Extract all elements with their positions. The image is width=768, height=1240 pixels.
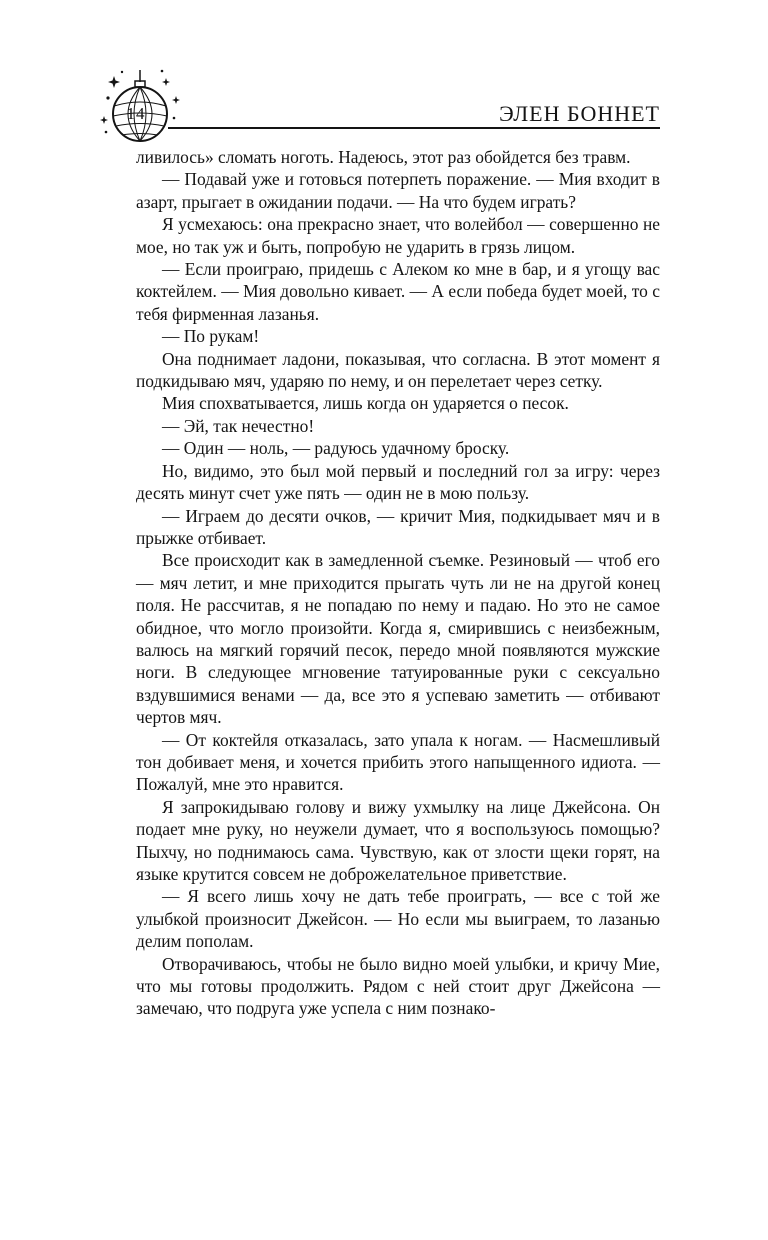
paragraph: Я усмехаюсь: она прекрасно знает, что волейбол — совершенно не мое, но так уж и быть, попробую не ударить в грязь лицом. [136, 214, 660, 257]
paragraph: Но, видимо, это был мой первый и последний гол за игру: через десять минут счет уже пять — один не в мою пользу. [136, 460, 660, 504]
paragraph: — Играем до десяти очков, — кричит Мия, подкидывает мяч и в прыжке отбивает. [136, 505, 660, 548]
paragraph: Отворачиваюсь, чтобы не было видно моей улыбки, и кричу Мие, что мы готовы продолжить. Рядом с ней стоит друг Джейсона — замечаю, что подруга уже успела с ним познако- [136, 953, 660, 1019]
paragraph: Она поднимает ладони, показывая, что согласна. В этот момент я подкидываю мяч, ударяю по нему, и он перелетает через сетку. [136, 348, 660, 392]
paragraph: — Я всего лишь хочу не дать тебе проиграть, — все с той же улыбкой произносит Джейсон. — Но если мы выиграем, то лазанью делим пополам. [136, 886, 660, 952]
paragraph: — Подавай уже и готовься потерпеть поражение. — Мия входит в азарт, прыгает в ожидании подачи. — На что будем играть? [136, 169, 660, 212]
paragraph: — По рукам! [162, 326, 260, 347]
body-text [136, 146, 660, 1020]
header-rule [168, 127, 660, 129]
paragraph: — Один — ноль, — радуюсь удачному броску. [162, 438, 510, 459]
page-number: 14 [126, 104, 146, 123]
paragraph: — От коктейля отказалась, зато упала к ногам. — Насмешливый тон добивает меня, и хочется прибить этого напыщенного идиота. — Пожалуй, мне это нравится. [136, 729, 660, 795]
paragraph: Мия спохватывается, лишь когда он ударяется о песок. [162, 393, 569, 414]
author-name: ЭЛЕН БОННЕТ [499, 101, 660, 126]
paragraph: — Эй, так нечестно! [162, 415, 315, 436]
paragraph: Я запрокидываю голову и вижу ухмылку на лице Джейсона. Он подает мне руку, но неужели думает, что я воспользуюсь помощью? Пыхчу, но поднимаюсь сама. Чувствую, как от злости щеки горят, на языке крутится совсем не доброжелательное приветствие. [136, 796, 660, 884]
page-header [0, 0, 768, 150]
paragraph: Все происходит как в замедленной съемке. Резиновый — чтоб его — мяч летит, и мне приходится прыгать чуть ли не на другой конец поля. Не рассчитав, я не попадаю по нему и падаю. Но это не самое обидное, что могло произойти. Когда я, смирившись с неизбежным, валюсь на мягкий горячий песок, передо мной появляются мужские ноги. В следующее мгновение татуированные руки с сексуально вздувшимися венами — да, все это я успеваю заметить — отбивают чертов мяч. [136, 550, 660, 728]
paragraph: ливилось» сломать ноготь. Надеюсь, этот раз обойдется без травм. [136, 147, 631, 167]
paragraph: — Если проиграю, придешь с Алеком ко мне в бар, и я угощу вас коктейлем. — Мия довольно кивает. — А если победа будет моей, то с тебя фирменная лазанья. [136, 259, 660, 324]
